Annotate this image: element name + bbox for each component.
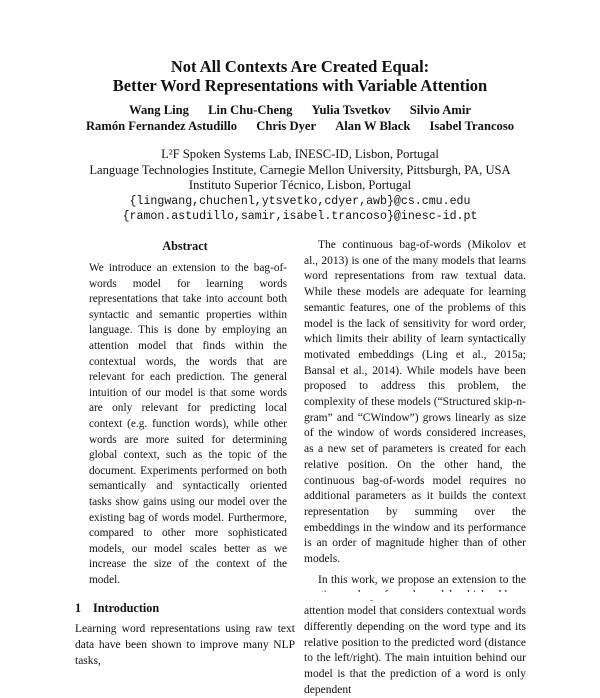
author-name: Isabel Trancoso [429, 119, 515, 133]
intro-paragraph-start: Learning word representations using raw text data have been shown to improve many NLP tasks, [75, 623, 295, 667]
email-line: {ramon.astudillo,samir,isabel.trancoso}@inesc-id.pt [122, 210, 478, 223]
email-line: {lingwang,chuchenl,ytsvetko,cdyer,awb}@cs.cmu.edu [129, 194, 471, 208]
author-name: Wang Ling [129, 103, 189, 117]
author-row-1 [0, 102, 600, 118]
author-name: Ramón Fernandez Astudillo [85, 119, 238, 133]
title-line-2: Better Word Representations with Variable Attention [112, 76, 488, 95]
section-heading-introduction [75, 600, 295, 616]
author-name: Chris Dyer [256, 119, 317, 133]
author-name: Yulia Tsvetkov [311, 103, 391, 117]
body-paragraph: In this work, we propose an extension to the attention model that considers contextual words differently depending on the word type and its relative position to the predicted word (distance to the left/right). The main intuition behind our model is that the prediction of a word is only dependent [304, 573, 526, 696]
body-paragraph: The continuous bag-of-words (Mikolov et al., 2013) is one of the many models that learns word representations from raw textual data. While these models are adequate for learning semantic features, one of the problems of this model is the lack of sensitivity for word order, which limits their ability of learn syntactically motivated embeddings (Ling et al., 2015a; Bansal et al., 2014). While models have been proposed to address this problem, the complexity of these models (“Structured skip-n-gram” and “CWindow”) grows linearly as size of the window of words considered increases, as a new set of parameters is created for each relative position. On the other hand, the continuous bag-of-words model requires no additional parameters as it builds the context representation by summing over the embeddings in the window and its performance is an order of magnitude higher than of other models. [304, 239, 526, 566]
author-list [0, 102, 600, 134]
section-title: Introduction [93, 601, 160, 616]
paper-title [0, 57, 600, 95]
abstract-heading: Abstract [162, 239, 208, 253]
section-number: 1 [75, 601, 82, 616]
affiliation-line: Instituto Superior Técnico, Lisbon, Portugal [188, 178, 412, 192]
abstract-text: We introduce an extension to the bag-of-words model for learning words representations that take into account both syntactic and semantic properties within language. This is done by employing an attention model that finds within the contextual words, the words that are relevant for each prediction. The general intuition of our model is that some words are only relevant for predicting local context (e.g. function words), while other words are more suited for determining global context, such as the topic of the document. Experiments performed on both semantically and syntactically oriented tasks show gains using our model over the existing bag of words model. Furthermore, compared to other more sophisticated models, our model scales better as we increase the size of the context of the model. [89, 262, 287, 586]
right-column [304, 238, 526, 698]
author-name: Silvio Amir [409, 103, 471, 117]
author-name: Alan W Black [335, 119, 411, 133]
title-line-1: Not All Contexts Are Created Equal: [170, 57, 430, 76]
left-column [75, 238, 295, 670]
affiliations [0, 147, 600, 225]
page-crop-edge [0, 592, 600, 600]
author-row-2 [0, 118, 600, 134]
author-name: Lin Chu-Cheng [208, 103, 293, 117]
affiliation-line: L²F Spoken Systems Lab, INESC-ID, Lisbon, Portugal [161, 147, 439, 161]
affiliation-line: Language Technologies Institute, Carnegie Mellon University, Pittsburgh, PA, USA [89, 162, 511, 177]
